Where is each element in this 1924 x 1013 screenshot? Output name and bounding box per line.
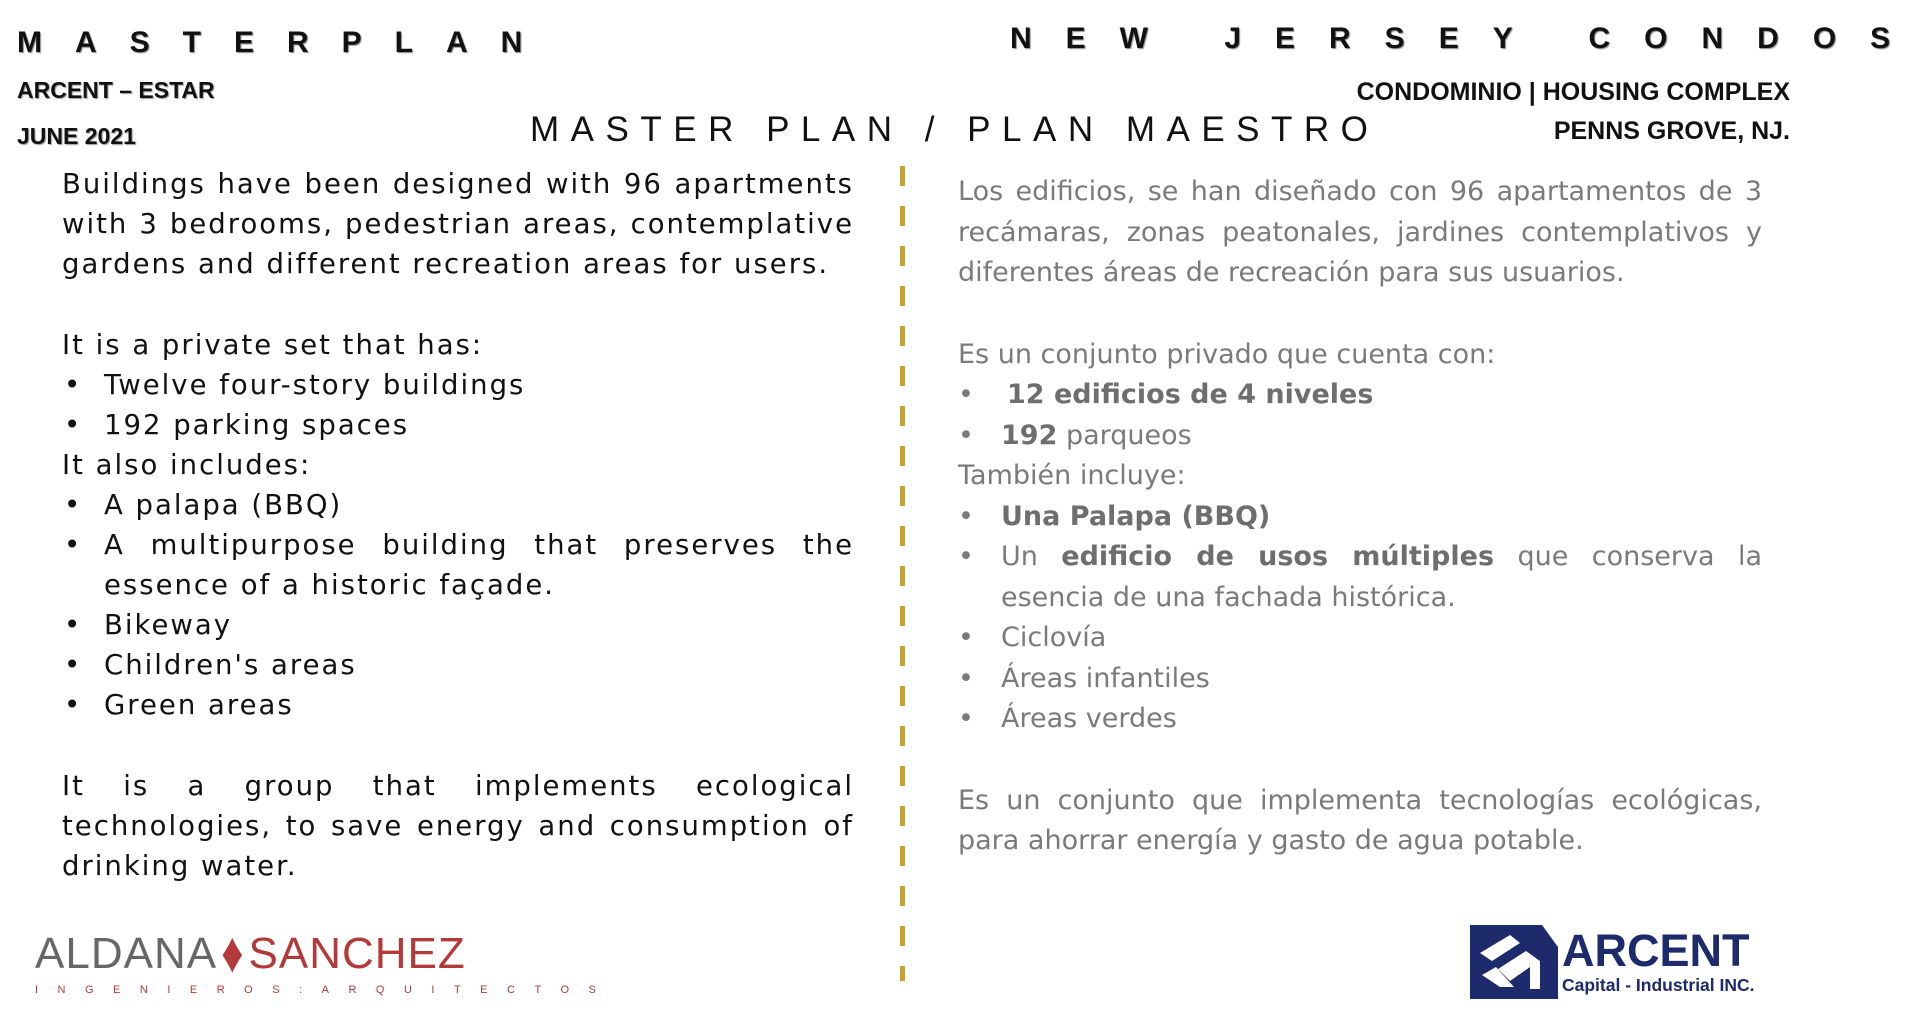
english-has-label: It is a private set that has: (62, 329, 484, 361)
list-item: • A multipurpose building that preserves the essence of a historic façade. (62, 525, 854, 605)
spanish-column (958, 172, 1762, 862)
list-item: • Bikeway (62, 605, 854, 645)
list-item: • Áreas infantiles (958, 659, 1762, 700)
spanish-closing: Es un conjunto que implementa tecnologías ecológicas, para ahorrar energía y gasto de agua potable. (958, 784, 1762, 856)
list-item (958, 497, 1762, 538)
english-includes-list (62, 485, 854, 725)
list-item-bold: 192 (1001, 419, 1058, 451)
list-item: • Ciclovía (958, 618, 1762, 659)
english-includes-label: It also includes: (62, 449, 312, 481)
list-item: • Green areas (62, 685, 854, 725)
list-item-bold: Una Palapa (BBQ) (1001, 500, 1271, 532)
arcent-logo (1470, 925, 1780, 1003)
list-item-text: Un (1001, 541, 1062, 572)
list-item-bold: edificio de usos múltiples (1061, 541, 1495, 572)
arcent-mark-icon (1470, 925, 1558, 999)
logo-subtitle: INGENIEROS:ARQUITECTOS (35, 984, 616, 996)
spanish-has-label: Es un conjunto privado que cuenta con: (958, 338, 1496, 370)
spanish-intro: Los edificios, se han diseñado con 96 apartamentos de 3 recámaras, zonas peatonales, jardines contemplativos y diferentes áreas de recreación para sus usuarios. (958, 176, 1762, 288)
list-item: • 192 parking spaces (62, 405, 854, 445)
logo-text-part1: ALDANA (35, 929, 218, 978)
project-name: ARCENT – ESTAR (17, 77, 215, 103)
arcent-subtitle: Capital - Industrial INC. (1562, 975, 1755, 995)
diamond-icon: ♦ (221, 921, 245, 986)
spanish-has-list (958, 375, 1762, 456)
spanish-includes-label: También incluye: (958, 460, 1186, 491)
column-divider (900, 166, 905, 981)
project-date: JUNE 2021 (17, 123, 136, 149)
list-item (958, 375, 1762, 416)
english-column (62, 164, 854, 886)
location: PENNS GROVE, NJ. (1553, 117, 1790, 145)
list-item (958, 537, 1762, 618)
masterplan-title: MASTERPLAN (17, 26, 556, 59)
list-item: • A palapa (BBQ) (62, 485, 854, 525)
complex-type: CONDOMINIO | HOUSING COMPLEX (1356, 78, 1790, 106)
aldana-sanchez-logo (35, 921, 616, 998)
list-item-bold: 12 edificios de 4 niveles (1007, 379, 1374, 410)
english-has-list (62, 365, 854, 445)
list-item: • Twelve four-story buildings (62, 365, 854, 405)
list-item-text: que conserva la esencia de una fachada histórica. (1001, 541, 1762, 613)
list-item (958, 416, 1762, 457)
page-title: MASTER PLAN / PLAN MAESTRO (530, 110, 1380, 149)
list-item: • Children's areas (62, 645, 854, 685)
logo-text-part2: SANCHEZ (248, 929, 466, 978)
new-jersey-condos-title: NEW JERSEY CONDOS (1010, 22, 1924, 55)
spanish-includes-list (958, 497, 1762, 740)
arcent-wordmark: ARCENT (1562, 925, 1750, 976)
english-closing: It is a group that implements ecological technologies, to save energy and consumption of drinking water. (62, 770, 854, 882)
list-item: • Áreas verdes (958, 699, 1762, 740)
list-item-text: parqueos (1057, 419, 1192, 451)
english-intro: Buildings have been designed with 96 apartments with 3 bedrooms, pedestrian areas, contemplative gardens and different recreation areas for users. (62, 168, 854, 280)
